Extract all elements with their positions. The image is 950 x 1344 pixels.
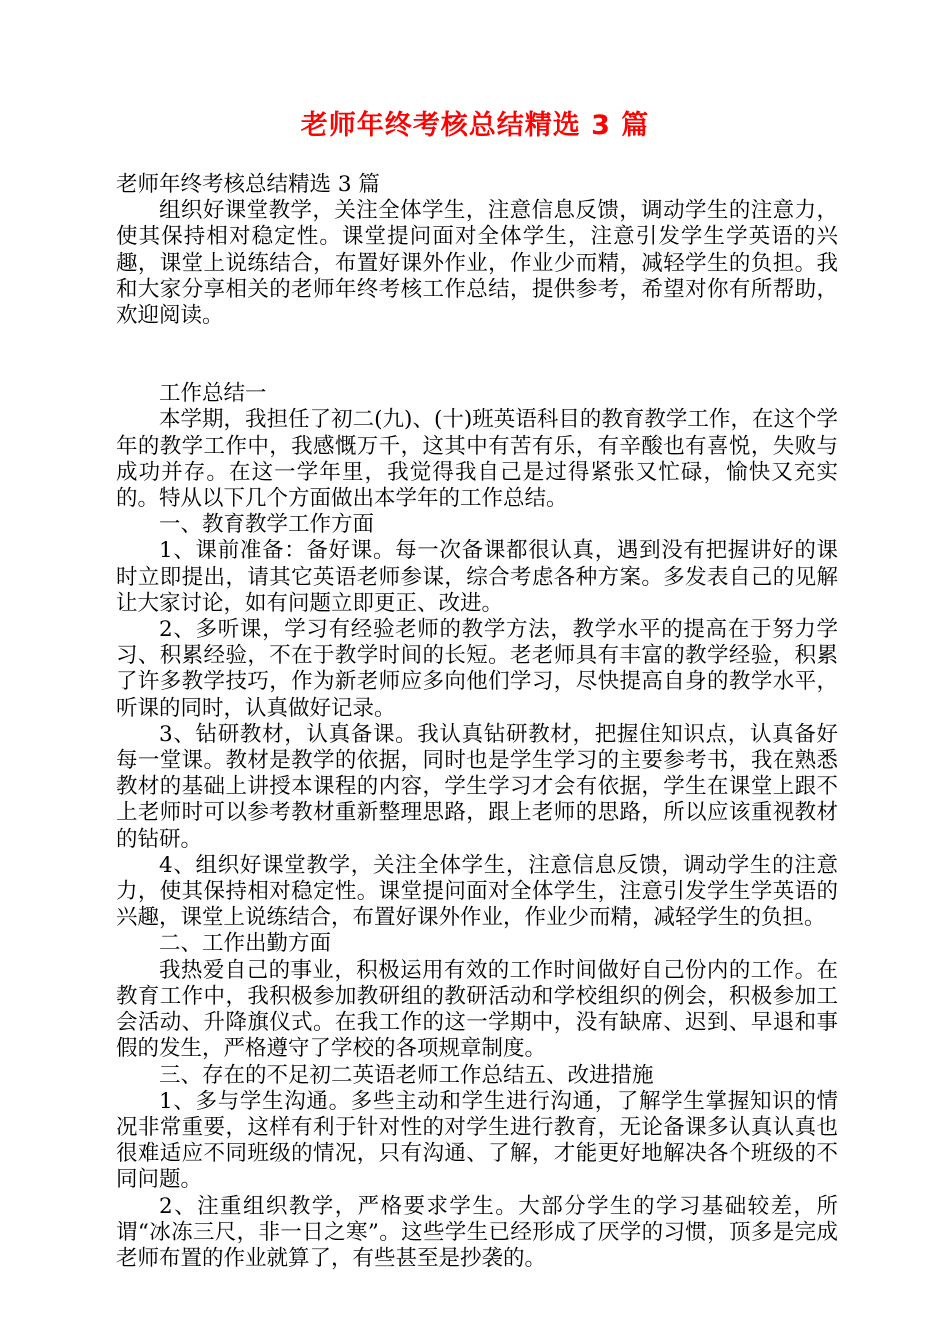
body-paragraph: 2、多听课，学习有经验老师的教学方法，教学水平的提高在于努力学习、积累经验，不在于教学时间的长短。老老师具有丰富的教学经验，积累了许多教学技巧，作为新老师应多向他们学习，尽快提高自身的教学水平，听课的同时，认真做好记录。 (116, 617, 838, 721)
spacer (116, 329, 838, 381)
body-paragraph: 1、课前准备：备好课。每一次备课都很认真，遇到没有把握讲好的课时立即提出，请其它英语老师参谋，综合考虑各种方案。多发表自己的见解让大家讨论，如有问题立即更正、改进。 (116, 538, 838, 616)
body-paragraph: 我热爱自己的事业，积极运用有效的工作时间做好自己份内的工作。在教育工作中，我积极参加教研组的教研活动和学校组织的例会，积极参加工会活动、升降旗仪式。在我工作的这一学期中，没有缺席、迟到、早退和事假的发生，严格遵守了学校的各项规章制度。 (116, 957, 838, 1062)
body-paragraph: 2、注重组织教学，严格要求学生。大部分学生的学习基础较差，所谓“冰冻三尺，非一日之寒”。这些学生已经形成了厌学的习惯，顶多是完成老师布置的作业就算了，有些甚至是抄袭的。 (116, 1193, 838, 1271)
body-paragraph: 3、钻研教材，认真备课。我认真钻研教材，把握住知识点，认真备好每一堂课。教材是教学的依据，同时也是学生学习的主要参考书，我在熟悉教材的基础上讲授本课程的内容，学生学习才会有依据，学生在课堂上跟不上老师时可以参考教材重新整理思路，跟上老师的思路，所以应该重视教材的钻研。 (116, 721, 838, 852)
intro-paragraph: 组织好课堂教学，关注全体学生，注意信息反馈，调动学生的注意力，使其保持相对稳定性。课堂提问面对全体学生，注意引发学生学英语的兴趣，课堂上说练结合，布置好课外作业，作业少而精，减轻学生的负担。我和大家分享相关的老师年终考核工作总结，提供参考，希望对你有所帮助，欢迎阅读。 (116, 198, 838, 329)
body-paragraph: 4、组织好课堂教学，关注全体学生，注意信息反馈，调动学生的注意力，使其保持相对稳定性。课堂提问面对全体学生，注意引发学生学英语的兴趣，课堂上说练结合，布置好课外作业，作业少而精，减轻学生的负担。 (116, 852, 838, 931)
section-heading: 三、存在的不足初二英语老师工作总结五、改进措施 (159, 1062, 654, 1088)
body-paragraph: 1、多与学生沟通。多些主动和学生进行沟通，了解学生掌握知识的情况非常重要，这样有利于针对性的对学生进行教育，无论备课多认真认真也很难适应不同班级的情况，只有沟通、了解，才能更好地解决各个班级的不同问题。 (116, 1088, 838, 1193)
document-title: 老师年终考核总结精选 3 篇 (300, 110, 650, 141)
section-heading: 一、教育教学工作方面 (159, 512, 375, 538)
section-heading: 工作总结一 (159, 381, 267, 407)
section-heading: 二、工作出勤方面 (159, 931, 332, 957)
document-body (116, 172, 838, 1272)
subtitle-line: 老师年终考核总结精选 3 篇 (116, 172, 380, 197)
body-paragraph: 本学期，我担任了初二(九)、(十)班英语科目的教育教学工作，在这个学年的教学工作中，我感慨万千，这其中有苦有乐，有辛酸也有喜悦，失败与成功并存。在这一学年里，我觉得我自己是过得紧张又忙碌，愉快又充实的。特从以下几个方面做出本学年的工作总结。 (116, 407, 838, 512)
